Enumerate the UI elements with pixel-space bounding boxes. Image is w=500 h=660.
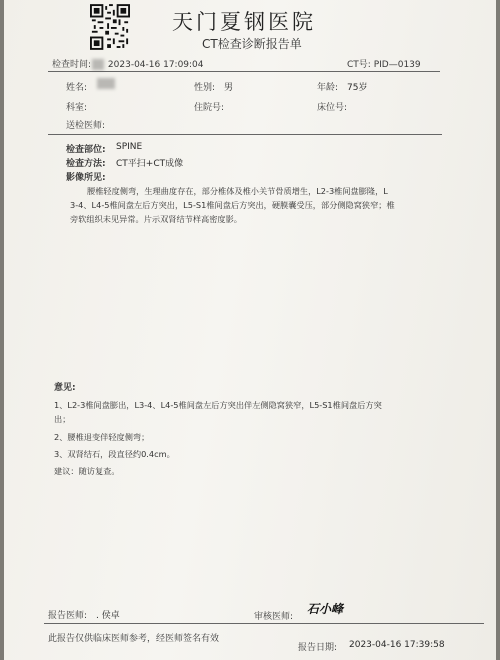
opinion-item: 2、腰椎退变伴轻度侧弯； xyxy=(54,432,150,442)
exam-method-value: CT平扫+CT成像 xyxy=(116,159,184,169)
gender-label: 性别: xyxy=(194,83,216,93)
divider xyxy=(48,71,440,72)
reviewer-label: 审核医师: xyxy=(254,612,294,622)
gender-value: 男 xyxy=(224,83,234,93)
qr-code-icon xyxy=(90,4,130,50)
report-paper xyxy=(4,0,496,660)
divider xyxy=(48,134,442,135)
exam-method-label: 检查方法: xyxy=(66,159,106,169)
dept-label: 科室: xyxy=(66,103,88,113)
exam-time-label: 检查时间: xyxy=(52,60,92,70)
report-date-value: 2023-04-16 17:39:58 xyxy=(349,640,445,650)
opinion-item: 建议：随访复查。 xyxy=(54,466,120,476)
age-value: 75岁 xyxy=(347,83,368,93)
redacted-mark xyxy=(92,59,104,70)
findings-line: 腰椎轻度侧弯，生理曲度存在，部分椎体及椎小关节骨质增生，L2-3椎间盘膨隆，L xyxy=(87,186,388,196)
exam-part-label: 检查部位: xyxy=(66,145,106,155)
inpatient-label: 住院号: xyxy=(194,103,225,113)
opinion-item: 出； xyxy=(54,414,71,424)
report-title: CT检查诊断报告单 xyxy=(202,37,302,51)
exam-time-row xyxy=(52,57,204,70)
divider xyxy=(44,623,484,624)
bed-label: 床位号: xyxy=(317,103,348,113)
exam-part-value: SPINE xyxy=(116,142,143,152)
opinion-item: 1、L2-3椎间盘膨出，L3-4、L4-5椎间盘左后方突出伴左侧隐窝狭窄，L5-S1椎间盘后方突 xyxy=(54,400,382,410)
hospital-name: 天门夏钢医院 xyxy=(172,10,316,34)
age-label: 年龄: xyxy=(317,83,339,93)
findings-label: 影像所见: xyxy=(66,173,106,183)
reviewer-signature: 石小峰 xyxy=(307,602,344,616)
findings-line: 旁软组织未见异常。片示双肾结节样高密度影。 xyxy=(70,214,242,224)
referring-label: 送检医师: xyxy=(66,121,106,131)
disclaimer: 此报告仅供临床医师参考，经医师签名有效 xyxy=(48,634,220,644)
opinion-item: 3、双肾结石，段直径约0.4cm。 xyxy=(54,449,175,459)
exam-time-value: 2023-04-16 17:09:04 xyxy=(107,60,204,70)
ct-no-value: PID—0139 xyxy=(373,60,421,70)
ct-no-label: CT号: xyxy=(347,60,371,70)
opinion-label: 意见: xyxy=(54,383,76,393)
reporter-name: . 侯卓 xyxy=(96,611,120,621)
report-date-label: 报告日期: xyxy=(298,643,338,653)
findings-line: 3-4、L4-5椎间盘左后方突出，L5-S1椎间盘后方突出，硬膜囊受压，部分侧隐窝狭窄；椎 xyxy=(70,200,395,210)
name-label: 姓名: xyxy=(66,83,88,93)
ct-number xyxy=(347,57,421,70)
redacted-name xyxy=(97,78,115,89)
reporter-label: 报告医师: xyxy=(48,611,88,621)
